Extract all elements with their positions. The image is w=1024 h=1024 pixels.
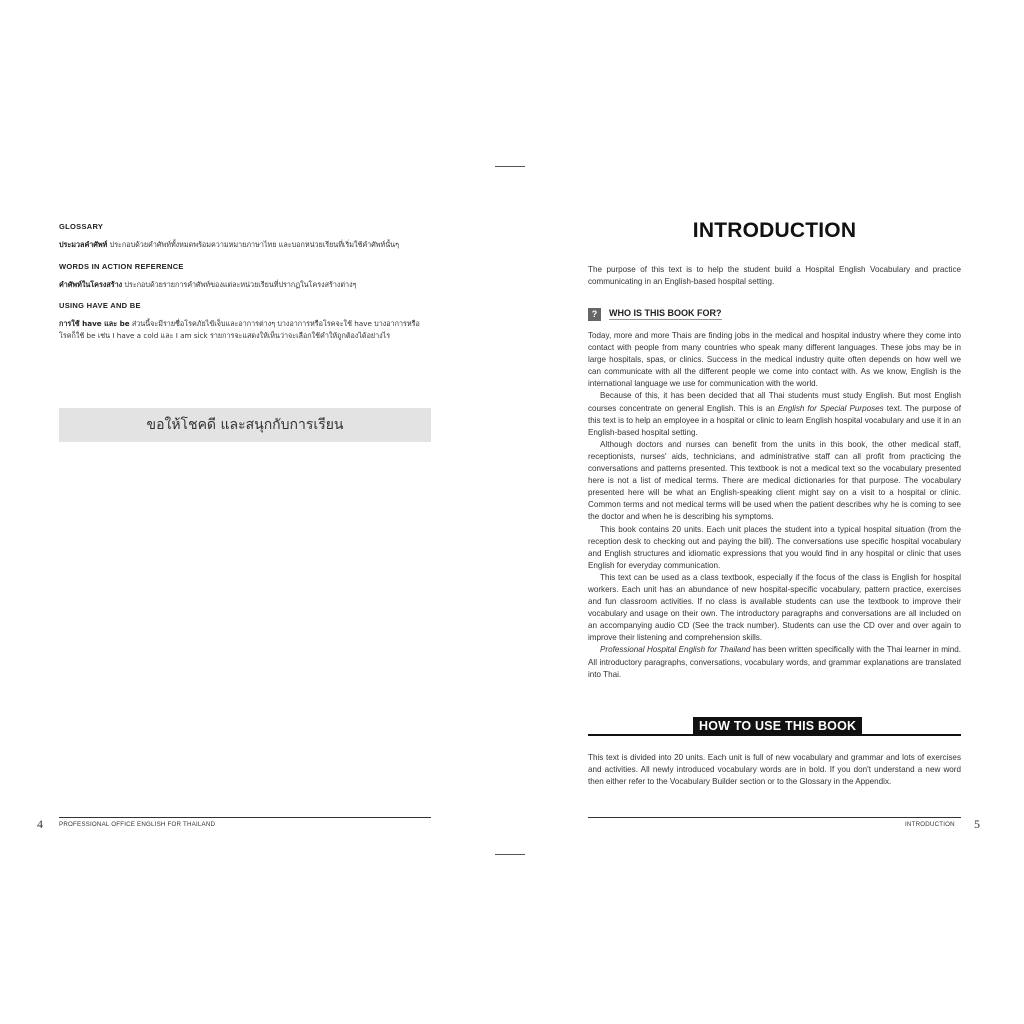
using-desc: ส่วนนี้จะมีรายชื่อโรคภัยไข้เจ็บและอาการต่างๆ บางอาการหรือโรคจะใช้ have บางอาการหรือโรคก็ใช้ be เช่น I have a cold และ I am sick รายการจะแสดงให้เห็นว่าจะเลือกใช้คำให้ถูกต้องได้อย่างไร	[59, 319, 420, 340]
who-paragraph-6	[588, 644, 961, 680]
footer-rule-right	[588, 817, 961, 818]
crop-mark-bottom	[495, 854, 525, 855]
p6-emphasis: Professional Hospital English for Thailand	[600, 645, 751, 655]
page-number-left: 4	[37, 817, 43, 831]
footer-right: INTRODUCTION	[905, 821, 955, 828]
words-term: คำศัพท์ในโครงสร้าง	[59, 279, 123, 289]
p2-part-a: Because of this, it has been decided that all Thai students must study English. But most English courses concentrate on general English. This is an	[588, 391, 961, 413]
page-number-right: 5	[974, 817, 980, 831]
left-page	[59, 222, 431, 352]
footer-left: PROFESSIONAL OFFICE ENGLISH FOR THAILAND	[59, 821, 216, 828]
glossary-term: ประมวลคำศัพท์	[59, 240, 108, 249]
page-title: INTRODUCTION	[692, 219, 857, 242]
who-paragraph-5: This text can be used as a class textbook, especially if the focus of the class is English for hospital workers. Each unit has an abundance of new hospital-specific vocabulary, pattern practice, exercises and fun classroom activities. If no class is available students can use the textbook to improve their vocabulary and usage on their own. The introductory paragraphs and conversations are all included on an accompanying audio CD (See the track number). Students can use the CD over and over again to improve their listening and comprehension skills.	[588, 572, 961, 643]
crop-mark-top	[495, 166, 525, 167]
using-have-be-description	[59, 318, 431, 341]
question-mark-icon: ?	[588, 308, 601, 321]
glossary-desc: ประกอบด้วยคำศัพท์ทั้งหมดพร้อมความหมายภาษาไทย และบอกหน่วยเรียนที่เริ่มใช้คำศัพท์นั้นๆ	[107, 240, 399, 249]
glossary-description	[59, 239, 431, 251]
footer-rule-left	[59, 817, 431, 818]
using-have-be-heading: USING HAVE AND BE	[59, 301, 141, 310]
words-in-action-description	[59, 279, 431, 291]
howto-heading: HOW TO USE THIS BOOK	[693, 717, 862, 735]
words-desc: ประกอบด้วยรายการคำศัพท์ของแต่ละหน่วยเรียนที่ปรากฏในโครงสร้างต่างๆ	[122, 279, 357, 289]
who-heading: WHO IS THIS BOOK FOR?	[609, 308, 722, 318]
who-section-header	[588, 306, 722, 322]
who-paragraph-4: This book contains 20 units. Each unit places the student into a typical hospital situation (from the reception desk to checking out and paying the bill). The conversations use specific hospital vocabulary and English structures and idiomatic expressions that you would find in any hospital or clinic that uses English for everyday communication.	[588, 524, 961, 570]
who-paragraph-2	[588, 390, 961, 438]
who-paragraph-3: Although doctors and nurses can benefit from the units in this book, the other medical staff, receptionists, nurses' aids, technicians, and administrative staff can all profit from practicing the conversations and patterns presented. This textbook is not a medical text so the vocabulary presented here is not a list of medical terms. There are medical dictionaries for that purpose. The vocabulary presented here will be what an English-speaking client might say on a visit to a hospital or clinic. Common terms and not medical terms will be used when the patient describes why he is coming to see the doctor and when he is describing his symptoms.	[588, 439, 961, 522]
intro-paragraph: The purpose of this text is to help the student build a Hospital English Vocabulary and practice communicating in an English-based hospital setting.	[588, 265, 961, 287]
p2-part-b: text. The purpose of this text is to help an employee in a hospital or clinic to learn English hospital vocabulary and use it in an English-based hospital setting.	[588, 403, 962, 437]
good-luck-banner: ขอให้โชคดี และสนุกกับการเรียน	[59, 408, 431, 442]
glossary-heading: GLOSSARY	[59, 222, 104, 231]
using-term: การใช้ have และ be	[59, 319, 130, 328]
howto-paragraph: This text is divided into 20 units. Each unit is full of new vocabulary and grammar and lots of exercises and activities. All newly introduced vocabulary words are in bold. If you don't understand a new word then either refer to the Vocabulary Builder section or to the Glossary in the Appendix.	[588, 753, 961, 787]
who-section-body	[588, 330, 961, 681]
p6-part-b: has been written specifically with the Thai learner in mind. All introductory paragraphs, conversations, vocabulary words, and grammar explanations are translated into Thai.	[588, 645, 961, 679]
p2-emphasis: English for Special Purposes	[777, 403, 884, 413]
words-in-action-heading: WORDS IN ACTION REFERENCE	[59, 261, 184, 271]
who-paragraph-1: Today, more and more Thais are finding jobs in the medical and hospital industry where they come into contact with people from many countries who speak many different languages. These jobs may be in large hospitals, spas, or clinics. Success in the medical industry quite often depends on how well we can communicate with all the different people we come into contact with. As we know, English is the international language we use for communication with the world.	[588, 331, 961, 389]
